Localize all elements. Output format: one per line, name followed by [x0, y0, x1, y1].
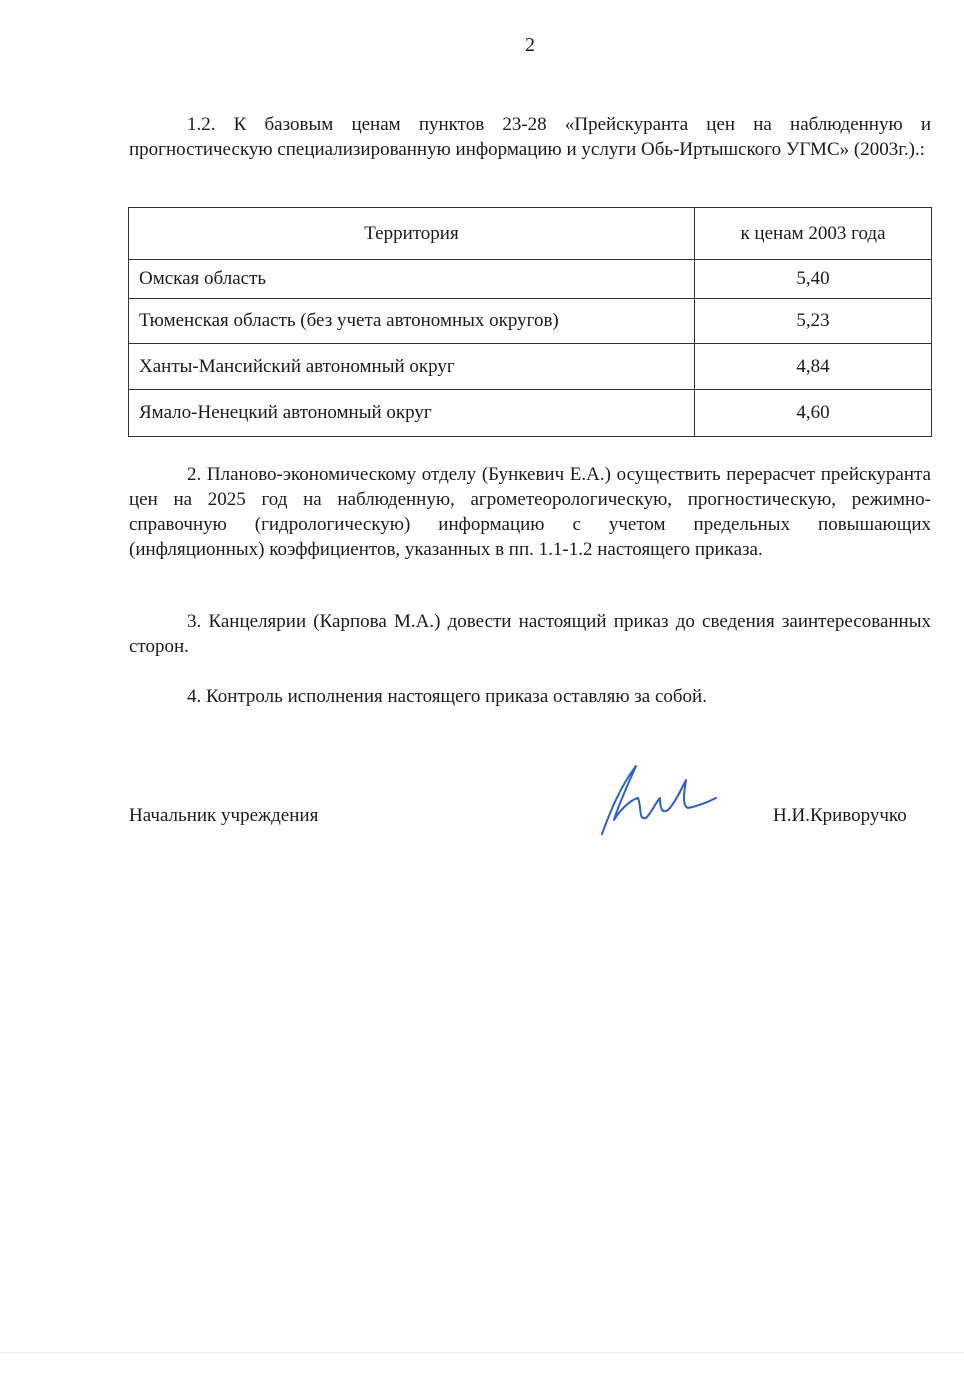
table-row: [129, 390, 932, 437]
price-coefficients-table: [128, 207, 932, 437]
signatory-name: Н.И.Криворучко: [773, 805, 907, 826]
scan-artifact-line: [0, 1352, 964, 1353]
page-number: 2: [525, 34, 535, 56]
table-cell-value: 4,84: [695, 344, 932, 390]
table-cell-region: Ямало-Ненецкий автономный округ: [129, 390, 695, 437]
table-cell-region: Ханты-Мансийский автономный округ: [129, 344, 695, 390]
table-cell-region: Тюменская область (без учета автономных округов): [129, 299, 695, 344]
table-cell-value: 5,40: [695, 260, 932, 299]
paragraph-4: 4. Контроль исполнения настоящего приказа оставляю за собой.: [187, 686, 707, 707]
signatory-title: Начальник учреждения: [129, 805, 319, 826]
table-header-row: [129, 208, 932, 260]
table-row: [129, 299, 932, 344]
table-cell-region: Омская область: [129, 260, 695, 299]
paragraph-2: 2. Планово-экономическому отделу (Бункевич Е.А.) осуществить перерасчет прейскуранта цен на 2025 год на наблюденную, агрометеорологическую, прогностическую, режимно-справочную (гидрологическую) информацию с учетом предельных повышающих (инфляционных) коэффициентов, указанных в пп. 1.1-1.2 настоящего приказа.: [129, 464, 931, 560]
paragraph-1-2: 1.2. К базовым ценам пунктов 23-28 «Прейскуранта цен на наблюденную и прогностическую специализированную информацию и услуги Обь-Иртышского УГМС» (2003г.).:: [129, 114, 931, 160]
table-cell-value: 4,60: [695, 390, 932, 437]
paragraph-3: 3. Канцелярии (Карпова М.А.) довести настоящий приказ до сведения заинтересованных сторон.: [129, 611, 931, 657]
table-row: [129, 260, 932, 299]
header-territory: Территория: [129, 208, 695, 260]
handwritten-signature: [598, 762, 720, 840]
header-coefficient: к ценам 2003 года: [695, 208, 932, 260]
table-cell-value: 5,23: [695, 299, 932, 344]
table-row: [129, 344, 932, 390]
